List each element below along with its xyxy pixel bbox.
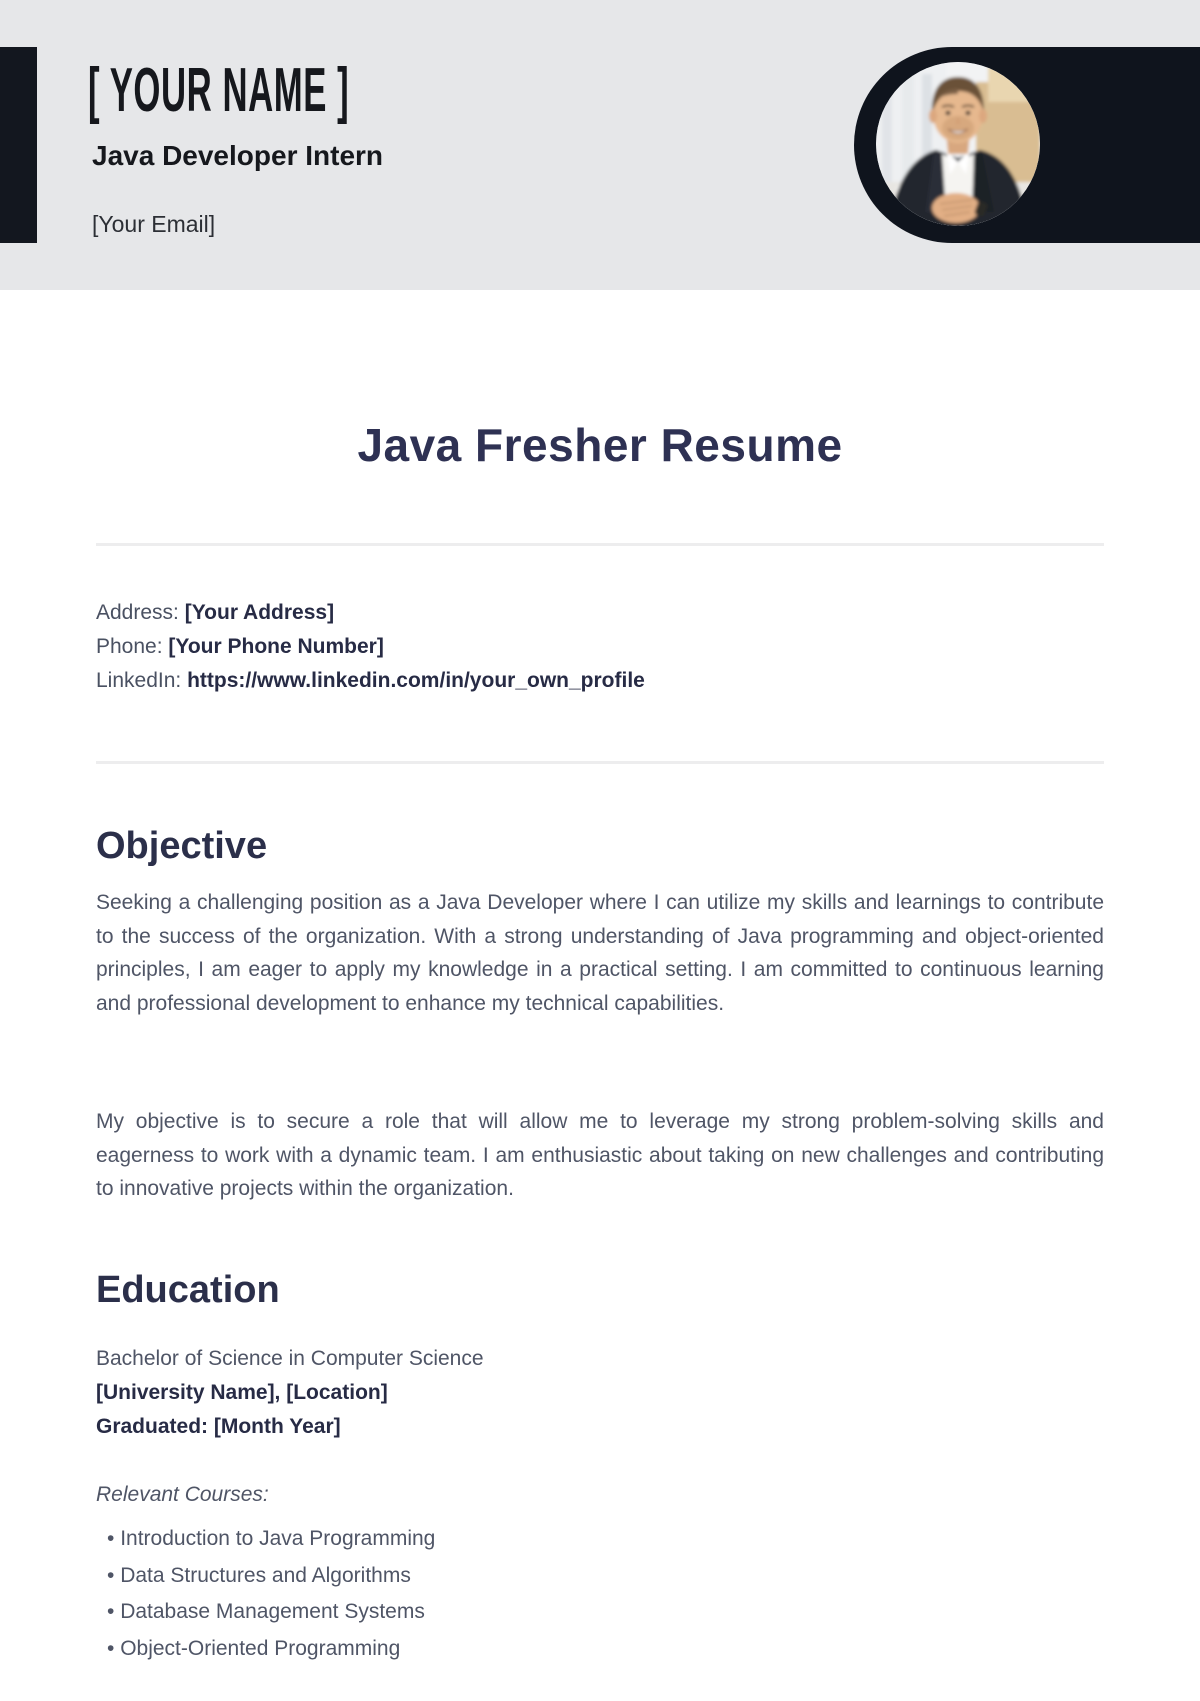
address-value: [Your Address] xyxy=(184,601,335,624)
name-placeholder: [ YOUR NAME ] xyxy=(88,56,350,125)
course-item: • Database Management Systems xyxy=(96,1594,1104,1631)
job-title: Java Developer Intern xyxy=(92,140,384,171)
address-label: Address: xyxy=(96,601,185,624)
page-title: Java Fresher Resume xyxy=(357,419,843,471)
email-placeholder: [Your Email] xyxy=(92,211,216,237)
phone-value: [Your Phone Number] xyxy=(168,635,384,658)
phone-label: Phone: xyxy=(96,635,169,658)
linkedin-label: LinkedIn: xyxy=(96,669,188,692)
relevant-courses-label: Relevant Courses: xyxy=(96,1483,269,1506)
divider xyxy=(96,761,1104,764)
profile-photo-illustration xyxy=(876,62,1040,226)
education-graduated: Graduated: [Month Year] xyxy=(96,1415,341,1438)
contact-linkedin-row xyxy=(96,664,1104,698)
contact-address-row xyxy=(96,596,1104,630)
education-details xyxy=(96,1342,1104,1444)
profile-photo xyxy=(876,62,1040,226)
course-item: • Object-Oriented Programming xyxy=(96,1631,1104,1668)
objective-paragraph-2: My objective is to secure a role that will allow me to leverage my strong problem-solving skills and eagerness to work with a dynamic team. I am enthusiastic about taking on new challenges and contributing to innovative projects within the organization. xyxy=(96,1110,1104,1200)
objective-heading: Objective xyxy=(96,825,268,867)
linkedin-url[interactable]: https://www.linkedin.com/in/your_own_profile xyxy=(187,669,645,692)
course-item: • Data Structures and Algorithms xyxy=(96,1558,1104,1595)
relevant-courses-list xyxy=(96,1521,1104,1667)
header-accent-bar xyxy=(0,47,37,243)
objective-paragraph-1: Seeking a challenging position as a Java Developer where I can utilize my skills and learnings to contribute to the success of the organization. With a strong understanding of Java programming and object-oriented principles, I am eager to apply my knowledge in a practical setting. I am committed to continuous learning and professional development to enhance my technical capabilities. xyxy=(96,891,1104,1015)
contact-phone-row xyxy=(96,630,1104,664)
course-item: • Introduction to Java Programming xyxy=(96,1521,1104,1558)
contact-block xyxy=(96,596,1104,698)
education-university: [University Name], [Location] xyxy=(96,1381,388,1404)
education-degree: Bachelor of Science in Computer Science xyxy=(96,1347,484,1370)
divider xyxy=(96,543,1104,546)
education-heading: Education xyxy=(96,1269,280,1311)
